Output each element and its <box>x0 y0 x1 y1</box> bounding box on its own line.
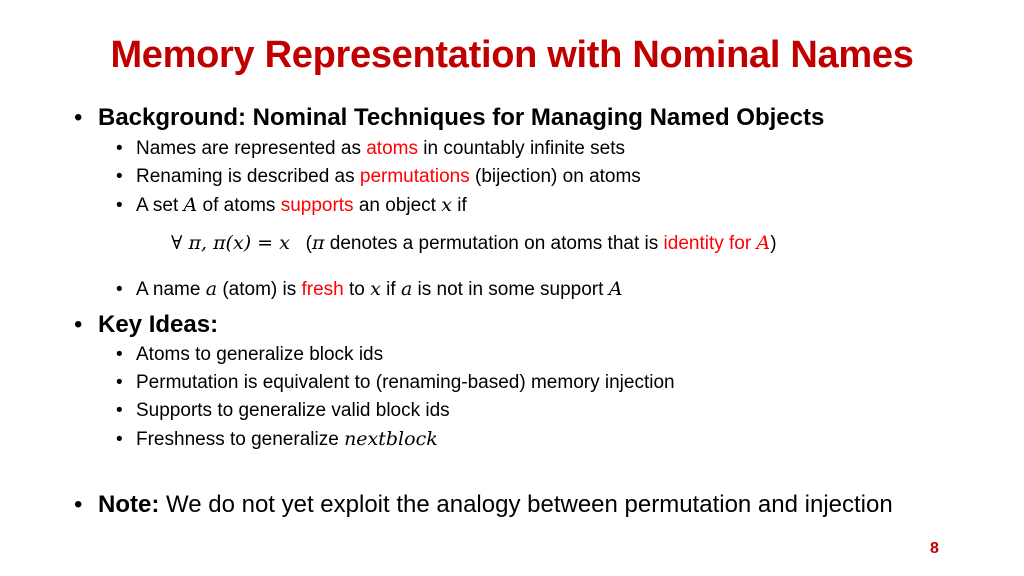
math-nextblock: nextblock <box>344 428 438 450</box>
bullet-dot: • <box>74 104 83 131</box>
bullet-dot: • <box>116 344 123 365</box>
bullet-dot: • <box>116 372 123 393</box>
bullet-dot: • <box>116 138 123 159</box>
text: (atom) is <box>217 279 302 300</box>
key-idea-item <box>116 400 450 422</box>
bullet-key-ideas <box>74 311 218 339</box>
text: A name <box>136 279 206 300</box>
sub-bullet-fresh <box>116 278 622 301</box>
math-var-A-red: A <box>756 232 771 254</box>
text: Permutation is equivalent to (renaming-based) memory injection <box>136 372 675 393</box>
text: Renaming is described as <box>136 166 360 187</box>
text: denotes a permutation on atoms that is <box>324 233 664 254</box>
support-formula <box>171 232 777 255</box>
text: ( <box>289 233 312 254</box>
text: is not in some support <box>412 279 609 300</box>
math-var-a: a <box>400 278 413 300</box>
note-label: Note: <box>98 491 160 518</box>
math-var-pi: π <box>312 232 325 254</box>
text: Atoms to generalize block ids <box>136 344 384 365</box>
highlight-atoms: atoms <box>366 138 418 159</box>
text: of atoms <box>197 195 281 216</box>
bullet-dot: • <box>116 429 123 450</box>
math-var-A: A <box>608 278 623 300</box>
text: ) <box>770 233 777 254</box>
text: Freshness to generalize <box>136 429 345 450</box>
text: in countably infinite sets <box>417 138 625 159</box>
math-var-x: x <box>441 194 452 216</box>
bullet-dot: • <box>116 400 123 421</box>
formula-expression: ∀ π, π(x) = x <box>171 232 290 254</box>
key-idea-item <box>116 344 383 366</box>
text: if <box>451 195 467 216</box>
background-heading: Background: Nominal Techniques for Managing Named Objects <box>98 104 825 131</box>
bullet-dot: • <box>74 311 83 338</box>
text: an object <box>353 195 442 216</box>
highlight-fresh: fresh <box>301 279 344 300</box>
math-var-a: a <box>205 278 218 300</box>
slide-title: Memory Representation with Nominal Names <box>110 34 914 76</box>
math-var-A: A <box>183 194 198 216</box>
bullet-dot: • <box>116 279 123 300</box>
sub-bullet-supports <box>116 194 467 217</box>
bullet-dot: • <box>116 195 123 216</box>
key-ideas-heading: Key Ideas: <box>98 311 219 338</box>
text: Names are represented as <box>136 138 367 159</box>
text: Supports to generalize valid block ids <box>136 400 450 421</box>
text: A set <box>136 195 184 216</box>
bullet-dot: • <box>74 491 83 518</box>
math-var-x: x <box>370 278 381 300</box>
bullet-note <box>74 491 893 519</box>
key-idea-item <box>116 372 675 394</box>
bullet-dot: • <box>116 166 123 187</box>
note-text: We do not yet exploit the analogy between permutation and injection <box>159 491 893 518</box>
highlight-supports: supports <box>280 195 354 216</box>
text: if <box>380 279 401 300</box>
highlight-permutations: permutations <box>359 166 470 187</box>
key-idea-item <box>116 428 438 451</box>
page-number: 8 <box>930 540 939 557</box>
bullet-background <box>74 104 824 132</box>
sub-bullet-atoms <box>116 138 625 160</box>
text: to <box>343 279 371 300</box>
text: (bijection) on atoms <box>469 166 641 187</box>
highlight-identity: identity for <box>663 233 757 254</box>
sub-bullet-permutations <box>116 166 641 188</box>
